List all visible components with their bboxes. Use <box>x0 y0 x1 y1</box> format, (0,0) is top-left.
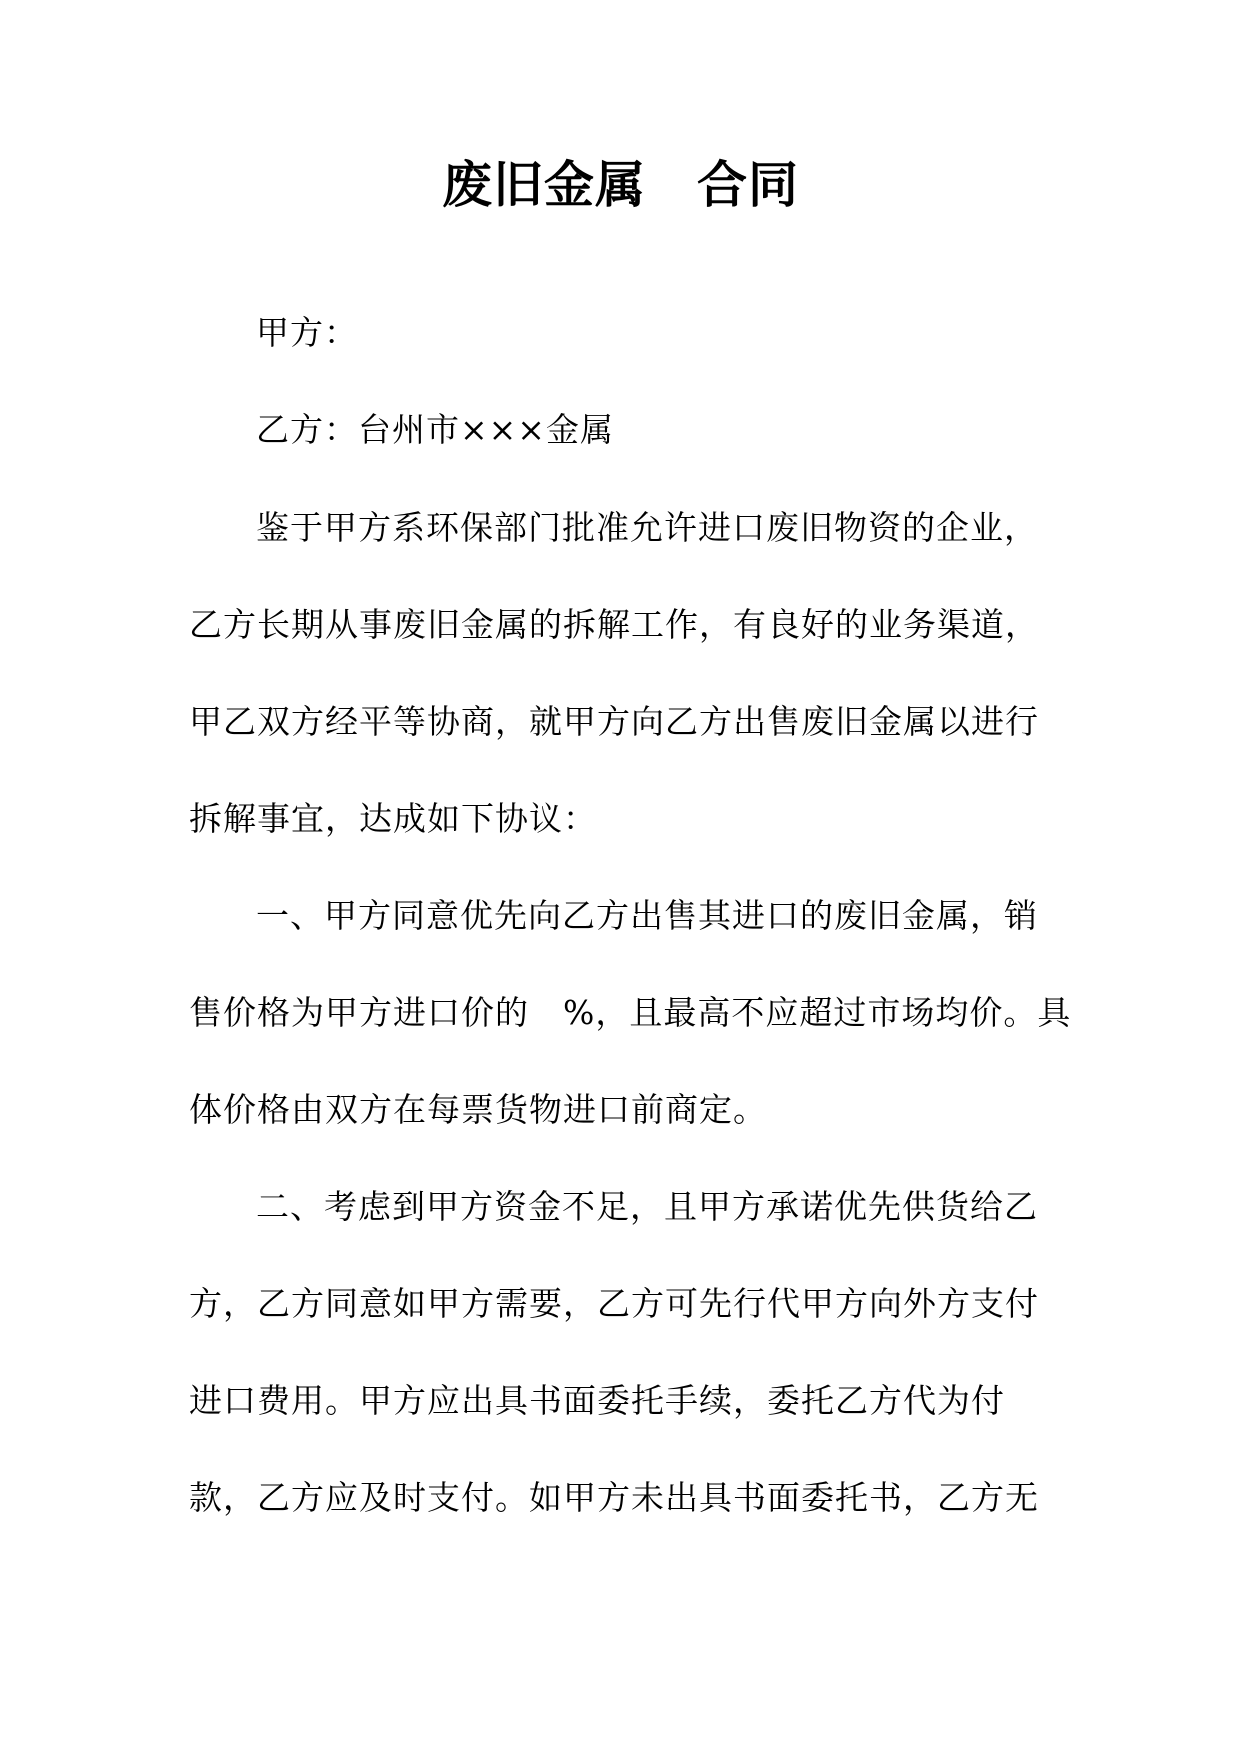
preamble-line: 甲乙双方经平等协商，就甲方向乙方出售废旧金属以进行 <box>189 702 1039 741</box>
party-a-line: 甲方： <box>256 313 358 352</box>
document-title: 废旧金属 合同 <box>442 156 799 214</box>
clause-2-line: 进口费用。甲方应出具书面委托手续，委托乙方代为付 <box>189 1381 1005 1420</box>
party-b-line: 乙方：台州市×××金属 <box>256 410 614 449</box>
preamble-line: 乙方长期从事废旧金属的拆解工作，有良好的业务渠道， <box>189 605 1039 644</box>
preamble-line: 鉴于甲方系环保部门批准允许进口废旧物资的企业， <box>256 508 1038 547</box>
clause-1-line: 体价格由双方在每票货物进口前商定。 <box>189 1090 767 1129</box>
preamble-line: 拆解事宜，达成如下协议： <box>189 799 597 838</box>
clause-2-line: 二、考虑到甲方资金不足，且甲方承诺优先供货给乙 <box>256 1187 1038 1226</box>
clause-2-line: 方，乙方同意如甲方需要，乙方可先行代甲方向外方支付 <box>189 1284 1039 1323</box>
clause-2-line: 款，乙方应及时支付。如甲方未出具书面委托书，乙方无 <box>189 1478 1039 1517</box>
clause-1-line: 售价格为甲方进口价的 %，且最高不应超过市场均价。具 <box>189 993 1072 1032</box>
clause-1-line: 一、甲方同意优先向乙方出售其进口的废旧金属，销 <box>256 896 1038 935</box>
